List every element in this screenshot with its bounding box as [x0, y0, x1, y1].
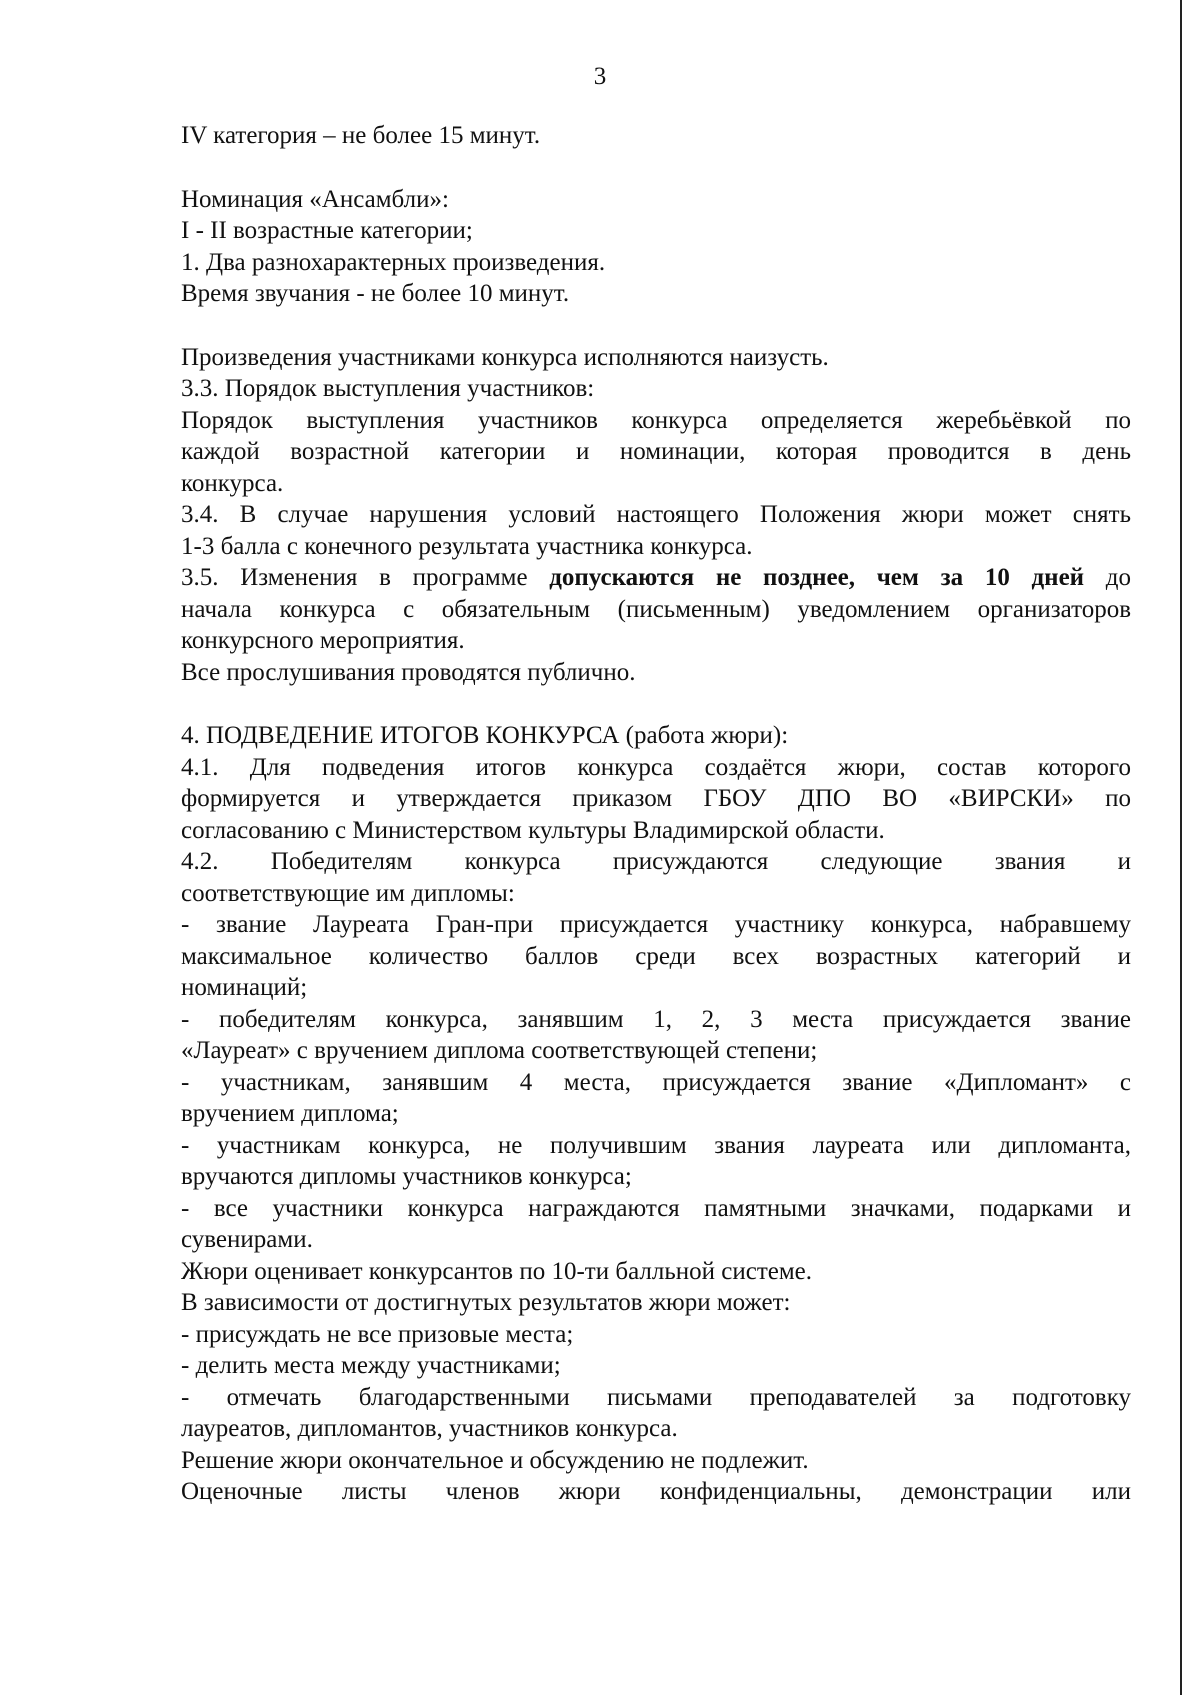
spacer	[181, 152, 1131, 184]
text-line: Жюри оценивает конкурсантов по 10-ти балльной системе.	[181, 1257, 813, 1285]
text-line: лауреатов, дипломантов, участников конкурса.	[181, 1415, 678, 1442]
text-fragment: 3.5. Изменения в программе	[181, 564, 528, 591]
text-line: - звание Лауреата Гран-при присуждается участнику конкурса, набравшему	[181, 911, 1131, 938]
text-line-with-bold	[181, 562, 1131, 594]
text-line: начала конкурса с обязательным (письменным) уведомлением организаторов	[181, 595, 1131, 623]
text-line: 4.2. Победителям конкурса присуждаются следующие звания и	[181, 848, 1131, 875]
text-line: В зависимости от достигнутых результатов жюри может:	[181, 1289, 791, 1316]
text-line: 1. Два разнохарактерных произведения.	[181, 248, 606, 276]
text-line: 3.4. В случае нарушения условий настоящего Положения жюри может снять	[181, 501, 1131, 528]
text-line: - присуждать не все призовые места;	[181, 1320, 574, 1348]
spacer	[181, 310, 1131, 342]
text-line: формируется и утверждается приказом ГБОУ ДПО ВО «ВИРСКИ» по	[181, 785, 1131, 812]
text-line: сувенирами.	[181, 1226, 313, 1253]
page-number: 3	[593, 63, 607, 90]
text-line: Произведения участниками конкурса исполняются наизусть.	[181, 343, 829, 371]
text-line: каждой возрастной категории и номинации, которая проводится в день	[181, 438, 1131, 465]
text-line: Порядок выступления участников конкурса определяется жеребьёвкой по	[181, 406, 1131, 434]
bold-text-fragment: допускаются не позднее, чем за 10 дней	[549, 564, 1085, 591]
text-fragment: до	[1105, 564, 1131, 591]
text-line: 4.1. Для подведения итогов конкурса создаётся жюри, состав которого	[181, 753, 1131, 781]
text-line: максимальное количество баллов среди всех возрастных категорий и	[181, 942, 1131, 970]
text-line: согласованию с Министерством культуры Владимирской области.	[181, 816, 885, 844]
text-line: - все участники конкурса награждаются памятными значками, подарками и	[181, 1194, 1131, 1222]
text-line: Оценочные листы членов жюри конфиденциальны, демонстрации или	[181, 1478, 1131, 1505]
document-body	[181, 120, 1131, 1508]
text-line: Номинация «Ансамбли»:	[181, 185, 449, 213]
text-line: Все прослушивания проводятся публично.	[181, 658, 636, 686]
text-line: вручением диплома;	[181, 1100, 399, 1127]
section-heading: 4. ПОДВЕДЕНИЕ ИТОГОВ КОНКУРСА (работа жюри):	[181, 722, 789, 749]
text-line: Решение жюри окончательное и обсуждению не подлежит.	[181, 1446, 809, 1474]
text-line: конкурса.	[181, 469, 284, 497]
text-line: - участникам конкурса, не получившим звания лауреата или дипломанта,	[181, 1131, 1131, 1159]
text-line: - победителям конкурса, занявшим 1, 2, 3 места присуждается звание	[181, 1005, 1131, 1033]
text-line: - делить места между участниками;	[181, 1352, 561, 1379]
section-heading: 3.3. Порядок выступления участников:	[181, 375, 595, 402]
text-line: конкурсного мероприятия.	[181, 627, 465, 654]
text-line: IV категория – не более 15 минут.	[181, 122, 541, 149]
text-line: 1-3 балла с конечного результата участника конкурса.	[181, 532, 753, 560]
text-line: соответствующие им дипломы:	[181, 879, 515, 907]
text-line: «Лауреат» с вручением диплома соответствующей степени;	[181, 1037, 818, 1064]
text-line: вручаются дипломы участников конкурса;	[181, 1163, 632, 1190]
text-line: - участникам, занявшим 4 места, присуждается звание «Дипломант» с	[181, 1068, 1131, 1096]
page-edge-line	[1180, 0, 1182, 1695]
text-line: I - II возрастные категории;	[181, 217, 473, 244]
spacer	[181, 688, 1131, 720]
text-line: Время звучания - не более 10 минут.	[181, 280, 570, 307]
text-line: - отмечать благодарственными письмами преподавателей за подготовку	[181, 1383, 1131, 1411]
text-line: номинаций;	[181, 974, 308, 1001]
